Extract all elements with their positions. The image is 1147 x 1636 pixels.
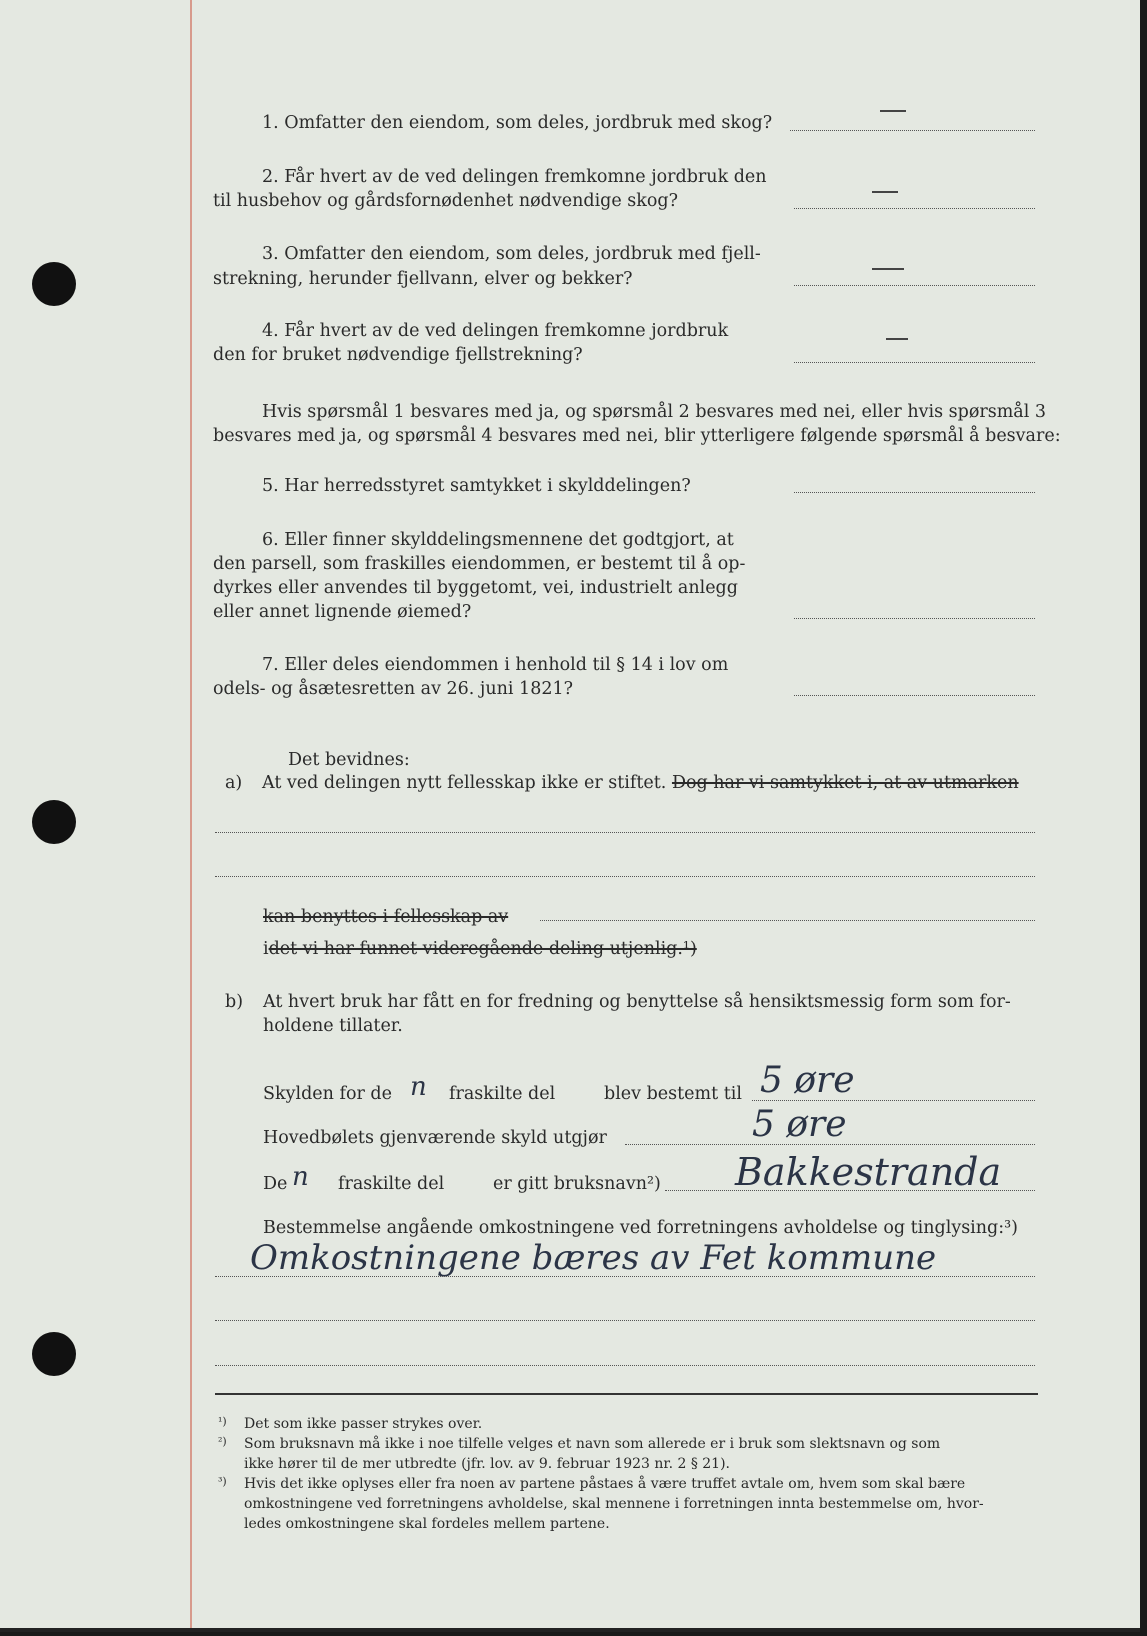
navn-label-3: er gitt bruksnavn²) — [493, 1174, 661, 1194]
struck-line-1: kan benyttes i fellesskap av — [263, 907, 509, 927]
skyld-value: 5 øre — [760, 1060, 855, 1101]
attest-a-label: a) — [225, 773, 243, 793]
footnote-2-mark: ²) — [218, 1435, 227, 1448]
punch-hole — [32, 800, 76, 844]
page-bottom-edge — [0, 1628, 1140, 1632]
footnote-3-line1: Hvis det ikke oplyses eller fra noen av partene påstaes å være truffet avtale om, hvem som skal bære — [244, 1476, 966, 1492]
question-1: 1. Omfatter den eiendom, som deles, jordbruk med skog? — [262, 113, 773, 133]
attest-heading: Det bevidnes: — [288, 750, 410, 770]
question-3-line1: 3. Omfatter den eiendom, som deles, jordbruk med fjell- — [262, 244, 761, 264]
answer-line-4 — [794, 362, 1035, 363]
footnote-2-line2: ikke hører til de mer utbredte (jfr. lov. av 9. februar 1923 nr. 2 § 21). — [244, 1456, 731, 1472]
hoved-label: Hovedbølets gjenværende skyld utgjør — [263, 1128, 607, 1148]
question-6-line3: dyrkes eller anvendes til byggetomt, vei, industrielt anlegg — [213, 578, 738, 598]
navn-label-2: fraskilte del — [338, 1174, 445, 1194]
footnote-2-line1: Som bruksnavn må ikke i noe tilfelle velges et navn som allerede er i bruk som slektsnavn og som — [244, 1436, 941, 1452]
question-6-line4: eller annet lignende øiemed? — [213, 602, 472, 622]
struck-line-2 — [263, 937, 697, 961]
blank-line — [215, 832, 1035, 833]
answer-line-1 — [790, 130, 1035, 131]
hoved-value: 5 øre — [752, 1104, 847, 1145]
navn-line — [665, 1190, 1035, 1191]
kost-label: Bestemmelse angående omkostningene ved forretningens avholdelse og tinglysing:³) — [263, 1218, 1018, 1238]
attest-a-main: At ved delingen nytt fellesskap ikke er stiftet. — [262, 773, 667, 793]
answer-dash-4 — [886, 338, 908, 340]
blank-line — [215, 876, 1035, 877]
question-6-line1: 6. Eller finner skylddelingsmennene det godtgjort, at — [262, 530, 734, 550]
navn-label-1: De — [263, 1174, 288, 1194]
question-2-line1: 2. Får hvert av de ved delingen fremkomne jordbruk den — [262, 167, 767, 187]
blank-line — [540, 920, 1035, 921]
attest-b-line2: holdene tillater. — [263, 1016, 403, 1036]
skyld-label-2: fraskilte del — [449, 1084, 556, 1104]
kost-line — [215, 1276, 1035, 1277]
answer-line-7 — [794, 695, 1035, 696]
condition-line1: Hvis spørsmål 1 besvares med ja, og spørsmål 2 besvares med nei, eller hvis spørsmål 3 — [262, 402, 1047, 422]
skyld-label-3: blev bestemt til — [604, 1084, 742, 1104]
margin-rule — [190, 0, 192, 1632]
answer-dash-1 — [880, 110, 906, 112]
question-7-line2: odels- og åsætesretten av 26. juni 1821? — [213, 679, 573, 699]
handwritten-n: n — [292, 1162, 309, 1192]
question-5: 5. Har herredsstyret samtykket i skylddelingen? — [262, 476, 691, 496]
blank-line — [215, 1365, 1035, 1366]
blank-line — [215, 1320, 1035, 1321]
punch-hole — [32, 1332, 76, 1376]
footnote-1-mark: ¹) — [218, 1415, 227, 1428]
navn-value: Bakkestranda — [735, 1150, 1002, 1194]
kost-value: Omkostningene bæres av Fet kommune — [250, 1238, 937, 1278]
question-2-line2: til husbehov og gårdsfornødenhet nødvendige skog? — [213, 191, 678, 211]
struck-line-2-prefix: i — [263, 939, 269, 959]
struck-line-2-text: det vi har funnet videregående deling utjenlig.¹) — [268, 939, 697, 959]
question-3-line2: strekning, herunder fjellvann, elver og bekker? — [213, 269, 633, 289]
question-6-line2: den parsell, som fraskilles eiendommen, er bestemt til å op- — [213, 554, 746, 574]
footnote-3-line3: ledes omkostningene skal fordeles mellem partene. — [244, 1516, 610, 1532]
answer-dash-3 — [872, 268, 904, 270]
answer-line-6 — [794, 618, 1035, 619]
answer-dash-2 — [872, 191, 898, 193]
attest-a-struck: Dog har vi samtykket i, at av utmarken — [671, 773, 1019, 793]
footnote-3-line2: omkostningene ved forretningens avholdelse, skal mennene i forretningen innta bestemmelse om, hvor- — [244, 1496, 984, 1512]
skyld-line — [752, 1100, 1035, 1101]
attest-b-line1: At hvert bruk har fått en for fredning og benyttelse så hensiktsmessig form som for- — [263, 992, 1011, 1012]
attest-b-label: b) — [225, 992, 244, 1012]
answer-line-2 — [794, 208, 1035, 209]
footnote-3-mark: ³) — [218, 1475, 227, 1488]
handwritten-n: n — [410, 1072, 427, 1102]
footnote-1-line1: Det som ikke passer strykes over. — [244, 1416, 483, 1432]
answer-line-3 — [794, 285, 1035, 286]
footnote-rule — [215, 1393, 1038, 1395]
condition-line2: besvares med ja, og spørsmål 4 besvares med nei, blir ytterligere følgende spørsmål å besvare: — [213, 426, 1061, 446]
hoved-line — [625, 1144, 1035, 1145]
attest-a-text — [262, 771, 1019, 795]
question-4-line2: den for bruket nødvendige fjellstrekning? — [213, 345, 583, 365]
skyld-label-1: Skylden for de — [263, 1084, 392, 1104]
question-7-line1: 7. Eller deles eiendommen i henhold til § 14 i lov om — [262, 655, 729, 675]
punch-hole — [32, 262, 76, 306]
answer-line-5 — [794, 492, 1035, 493]
question-4-line1: 4. Får hvert av de ved delingen fremkomne jordbruk — [262, 321, 729, 341]
